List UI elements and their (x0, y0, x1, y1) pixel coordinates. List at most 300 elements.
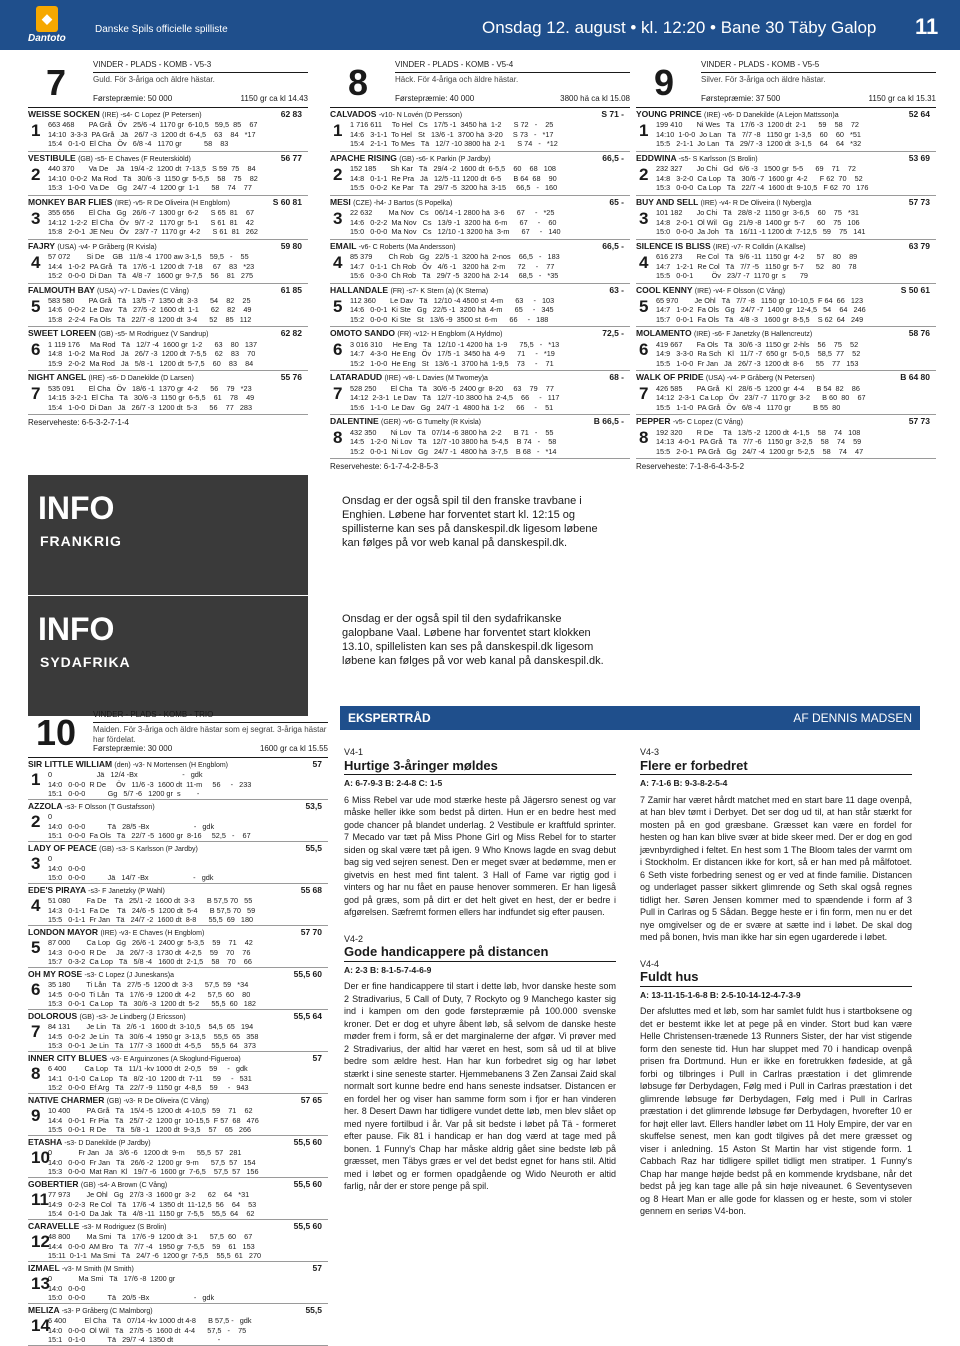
horse-entry (28, 371, 308, 415)
horse-rating: 66,5 - (602, 152, 624, 163)
horse-entry (636, 371, 936, 415)
form-line: 15:0 0-0-0 Jä 14/7 -Bx - gdk (48, 872, 214, 882)
horse-rating: 58 76 (908, 328, 930, 339)
tip-picks: A: 7-1-6 B: 9-3-8-2-5-4 (640, 778, 728, 788)
horse-entry (28, 152, 308, 196)
horse-rating: 57 73 (908, 416, 930, 427)
form-line: 14:5 0-0-2 Je Lin Tä 30/6 -4 1950 gr 3-13,5 55,5 65 358 (48, 1031, 259, 1041)
form-line: 616 273 Re Col Tä 9/6 -11 1150 gr 4-2 57 80 89 (656, 252, 858, 262)
horse-entry (636, 152, 936, 196)
form-line: 432 350 Ni Lov Tä 07/14 -6 3800 hä 2-2 B 71 - 55 (350, 427, 554, 437)
horse-name (330, 416, 630, 427)
race-code: V4-1 (344, 747, 364, 757)
horse-number: 4 (333, 252, 343, 272)
horse-name-text: IZMAEL (28, 1263, 60, 1273)
horse-name-text: SILENCE IS BLISS (636, 240, 711, 251)
horse-rating: 53 69 (908, 152, 930, 163)
expert-author: AF DENNIS MADSEN (793, 711, 912, 725)
horse-name-text: MONKEY BAR FLIES (28, 196, 113, 207)
horse-name-text: ETASHA (28, 1137, 62, 1147)
horse-details: -v6- C Roberts (Ma Andersson) (358, 243, 456, 251)
form-line: 355 656 El Cha Gg 26/6 -7 1300 gr 6-2 S 65 81 67 (48, 208, 255, 218)
horse-entry (28, 196, 308, 240)
horse-name (28, 1179, 328, 1190)
race-code: V4-3 (640, 747, 660, 757)
reserve-horses: Reserveheste: 7-1-8-6-4-3-5-2 (636, 462, 745, 472)
horse-name (28, 1137, 328, 1148)
horse-number: 7 (31, 384, 41, 404)
horse-rating: 56 77 (280, 152, 302, 163)
horse-details: -s3- C Lopez (J Juneskans)a (84, 972, 175, 979)
form-line: 15:3 0-0-1 Ca Lop Tä 30/6 -3 1200 dt 5-2 55,5 60 182 (48, 998, 256, 1008)
horse-number: 8 (639, 428, 649, 448)
race-code: V4-4 (640, 958, 660, 969)
horse-name-text: LONDON MAYOR (28, 927, 99, 937)
horse-number: 3 (31, 208, 41, 228)
horse-name-text: HALLANDALE (330, 284, 389, 295)
form-line: 14:10 3-3-3 PA Grå Jä 26/7 -3 1200 dt 6-4,5 63 84 *17 (48, 129, 256, 139)
horse-name-text: INNER CITY BLUES (28, 1053, 108, 1063)
form-line: 152 185 Sh Kar Tä 29/4 -2 1600 dt 6-5,5 60 68 108 (350, 164, 556, 174)
horse-name (28, 969, 328, 980)
form-line: 14:0 0-0-0 Fr Jan Tä 26/6 -2 1200 gr 9-m 57,5 57 154 (48, 1157, 256, 1167)
tip-title: Hurtige 3-åringer møldes (344, 760, 616, 776)
logo-text: Dantoto (28, 33, 66, 44)
form-line: 0 Jä 12/4 -Bx - gdk (48, 770, 203, 780)
horse-details: (USA) -v4- P Gråberg (N Petersen) (705, 375, 815, 383)
expert-title: EKSPERTRÅD (348, 711, 431, 725)
horse-rating: 62 82 (280, 328, 302, 339)
horse-number: 3 (333, 208, 343, 228)
form-line: 84 131 Je Lin Tä 2/6 -1 1600 dt 3-10,5 54,5 65 194 (48, 1022, 254, 1032)
horse-entry (636, 196, 936, 240)
horse-name-text: SIR LITTLE WILLIAM (28, 759, 113, 769)
horse-name (28, 1221, 328, 1232)
horse-rating: 55 76 (280, 372, 302, 383)
form-line: 6 400 Ca Lop Tä 11/1 -kv 1000 dt 2-0,5 59 - gdk (48, 1064, 248, 1074)
horse-number: 9 (31, 1106, 41, 1125)
horse-name-text: MELIZA (28, 1305, 60, 1315)
horse-name-text: CARAVELLE (28, 1221, 80, 1231)
form-line: 14:6 0-2-2 Ma Nov Cs 13/9 -1 3200 hä 6-m 67 - 60 (350, 217, 557, 227)
horse-name-text: SWEET LOREEN (28, 328, 97, 339)
horse-name (28, 885, 328, 896)
form-line: 14:6 3-1-1 To Hel St 13/6 -1 3700 hä 3-20 S 73 - *17 (350, 129, 554, 139)
horse-entry (28, 1178, 328, 1220)
form-line: 14:0 0-0-0 (48, 1283, 86, 1293)
horse-entry (28, 884, 328, 926)
prize-text: Førstepræmie: 50 000 (93, 94, 173, 103)
form-line: 57 072 Si De GB 11/8 -4 1700 aw 3-1,5 59,5 - 55 (48, 252, 249, 262)
form-line: 6 400 El Cha Tä 07/14 -kv 1000 dt 4-8 B 57,5 - gdk (48, 1316, 252, 1326)
horse-name (636, 153, 936, 164)
form-line: 15:5 2-1-1 Jo Lan Tä 29/7 -3 1200 dt 3-1,5 64 64 *32 (656, 139, 862, 149)
horse-details: -s5- S Karlsson (S Brolin) (678, 155, 758, 163)
horse-name-text: NIGHT ANGEL (28, 372, 87, 383)
horse-name (28, 109, 308, 120)
horse-number: 6 (31, 980, 41, 999)
horse-number: 11 (31, 1190, 49, 1209)
horse-rating: 55,5 (305, 1305, 322, 1315)
horse-name-text: DALENTINE (330, 416, 379, 427)
race-description: Maiden. För 3-åriga och äldre hästar som ej segrat. 3-åriga hästar har fördelat. (93, 725, 327, 744)
horse-rating: 57 (312, 1053, 322, 1063)
form-line: 14:7 1-2-1 Re Col Tä 7/7 -5 1150 gr 5-7 52 80 78 (656, 261, 857, 271)
horse-number: 7 (31, 1022, 41, 1041)
horse-name-text: LATARADUD (330, 372, 383, 383)
logo-icon: ◆ (36, 6, 58, 32)
race-header (330, 56, 630, 108)
horse-rating: 57 (312, 1263, 322, 1273)
form-line: 199 410 Ni Wes Tä 17/6 -3 1200 dt 2-1 59 58 72 (656, 120, 859, 130)
form-line: 15:4 1-0-0 Di Dan Jä 26/7 -3 1200 dt 5-3 56 77 283 (48, 402, 253, 412)
horse-number: 3 (31, 854, 41, 873)
horse-number: 8 (333, 428, 343, 448)
form-line: 87 000 Ca Lop Gg 26/6 -1 2400 gr 5-3,5 59 71 42 (48, 938, 253, 948)
horse-name (636, 241, 936, 252)
horse-details: (GB) -s6- K Parkin (P Jardby) (399, 155, 491, 163)
horse-number: 1 (31, 121, 41, 140)
form-line: 14:0 0-0-0 Tä 28/5 -Bx - gdk (48, 821, 215, 831)
race-type: VINDER - PLADS - KOMB - V5-4 (395, 60, 630, 73)
promo-title: INFO (38, 611, 115, 647)
form-line: 14:4 0-0-0 AM Bro Tä 7/7 -4 1950 gr 7-5,5 59 61 153 (48, 1241, 255, 1251)
race-distance: 3800 hä ca kl 15.08 (560, 94, 630, 103)
form-line: 15:2 1-0-0 He Eng St 13/6 -1 3700 hä 1-9,5 73 - 71 (350, 358, 554, 368)
horse-name-text: BUY AND SELL (636, 196, 699, 207)
horse-number: 5 (31, 938, 41, 957)
promo-subtitle: FRANKRIG (40, 533, 122, 549)
tip-picks: A: 13-11-15-1-6-8 B: 2-5-10-14-12-4-7-3-9 (640, 989, 801, 1000)
race-header (636, 56, 936, 108)
form-line: 15:3 0-0-0 Ca Lop Tä 22/7 -4 1600 dt 9-10,5 F 62 70 176 (656, 183, 869, 193)
horse-name (330, 328, 630, 339)
form-line: 15:7 0-3-2 Ca Lop Tä 5/8 -4 1600 dt 2-1,5 58 70 66 (48, 956, 252, 966)
form-line: 15:4 2-1-1 To Mes Tä 12/7 -10 3800 hä 2-1 S 74 - *12 (350, 139, 558, 149)
form-line: 15:0 0-0-0 Tä 20/5 -Bx - gdk (48, 1292, 215, 1302)
form-line: 15:0 0-0-0 Ja Joh Tä 16/11 -1 1200 dt 7-12,5 59 75 141 (656, 227, 866, 237)
form-line: 14:0 0-0-0 Ol Wil Tä 27/5 -5 1600 dt 4-4 57,5 - 75 (48, 1325, 247, 1335)
race-description: Häck. För 4-åriga och äldre hästar. (395, 75, 519, 84)
horse-details: (GB) -s3- S Karlsson (P Jardby) (99, 846, 198, 853)
form-line: 15:3 1-0-0 Va De Gg 24/7 -4 1200 gr 1-1 58 74 77 (48, 183, 252, 193)
form-line: 48 800 Ma Smi Tä 17/6 -9 1200 dt 3-1 57,5 60 67 (48, 1232, 253, 1242)
form-line: 419 667 Fa Ols Tä 30/6 -3 1150 gr 2-hls 56 75 52 (656, 339, 859, 349)
horse-details: (GB) -s5- E Chaves (F Reuterskiöld) (78, 155, 191, 163)
promo-title: INFO (38, 490, 115, 526)
race-prize (701, 94, 936, 104)
horse-rating: 72,5 - (602, 328, 624, 339)
horse-details: (USA) -v7- L Davies (C Vång) (96, 287, 189, 295)
form-line: 1 119 176 Ma Rod Tä 12/7 -4 1600 gr 1-2 63 80 137 (48, 339, 258, 349)
horse-entry (28, 1262, 328, 1304)
promo-frankrig (28, 475, 308, 595)
promo-text: Onsdag er der også spil til den franske travbane i Enghien. Løbene har forventet start kl. 12:15 og spillisterne kan ses på danskespil.dk ligesom løbene kan følges på vor web kanal på danskespil.dk. (342, 495, 598, 549)
tip-title: Gode handicappere på distancen (344, 946, 616, 962)
horse-name (28, 328, 308, 339)
form-line: 85 379 Ch Rob Gg 22/5 -1 3200 hä 2-nos 66,5 - 183 (350, 252, 560, 262)
race-prize (93, 94, 308, 104)
horse-entry (28, 1052, 328, 1094)
horse-details: (IRE) -s4- C Lopez (P Petersen) (102, 112, 202, 119)
race-number: 10 (35, 712, 77, 753)
horse-details: (IRE) -v8- L Davies (M Twomey)a (384, 375, 488, 383)
form-line: 101 182 Jo Chi Tä 28/8 -2 1150 gr 3-6,5 60 75 *31 (656, 208, 859, 218)
horse-number: 6 (333, 340, 343, 360)
form-line: 15:2 0-0-1 Ni Lov Gg 24/7 -1 4800 hä 3-7,5 B 68 - *14 (350, 446, 557, 456)
form-line: 15:1 0-1-0 Tä 29/7 -4 1350 dt - (48, 1334, 221, 1344)
race-number: 7 (45, 62, 67, 103)
horse-number: 7 (333, 384, 343, 404)
horse-entry (28, 968, 328, 1010)
form-line: 15:1 0-0-0 Fa Ols Tä 22/7 -5 1600 gr 8-16 52,5 - 67 (48, 830, 251, 840)
page-header (0, 0, 960, 50)
horse-number: 5 (639, 296, 649, 316)
race-description: Silver. För 3-åriga och äldre hästar. (701, 75, 826, 84)
horse-rating: 55,5 64 (293, 1011, 322, 1021)
form-line: 15:5 2-0-1 PA Grå Gg 24/7 -4 1200 gr 5-2,5 58 74 47 (656, 446, 864, 456)
form-line: 15:4 0-1-0 Da Jak Tä 4/8 -11 1150 gr 7-5,5 55,5 64 62 (48, 1208, 255, 1218)
form-line: 14:4 0-0-1 Fr Pia Tä 25/7 -2 1200 gr 10-15,5 F 57 68 476 (48, 1115, 259, 1125)
form-line: 426 585 PA Grå Kl 28/6 -5 1200 gr 4-4 B 54 82 86 (656, 383, 860, 393)
horse-name (330, 109, 630, 120)
race-type: VINDER - PLADS - KOMB - V5-5 (701, 60, 936, 73)
horse-number: 12 (31, 1232, 50, 1251)
horse-number: 14 (31, 1316, 50, 1335)
form-line: 15:11 0-1-1 Ma Smi Tä 24/7 -6 1200 gr 7-5,5 55,5 61 270 (48, 1250, 262, 1260)
prize-text: Førstepræmie: 30 000 (93, 744, 173, 753)
tip-picks: A: 6-7-9-3 B: 2-4-8 C: 1-5 (344, 778, 443, 788)
horse-name-text: EDDWINA (636, 152, 677, 163)
promo-sydafrika (28, 596, 308, 716)
form-line: 22 632 Ma Nov Cs 06/14 -1 2800 hä 3-6 67 - *25 (350, 208, 555, 218)
horse-rating: 63 79 (908, 240, 930, 251)
horse-entry (330, 240, 630, 284)
form-line: 65 970 Je Ohl Tä 7/7 -8 1150 gr 10-10,5 F 64 66 123 (656, 295, 864, 305)
horse-rating: 55,5 60 (293, 1179, 322, 1189)
horse-entry (28, 758, 328, 800)
race-prize (93, 744, 328, 754)
form-line: 15:2 0-0-0 Ef Arg Tä 22/7 -9 1150 gr 4-8,5 59 - 943 (48, 1082, 249, 1092)
horse-name-text: FALMOUTH BAY (28, 284, 95, 295)
race-number: 8 (347, 62, 369, 103)
horse-name (28, 1053, 328, 1064)
horse-entry (330, 327, 630, 371)
horse-name (636, 197, 936, 208)
form-line: 15:5 1-0-0 Fr Jan Jä 26/7 -3 1200 dt 8-6 55 77 153 (656, 358, 859, 368)
horse-entry (28, 842, 328, 884)
form-line: 14:15 3-2-1 El Cha Tä 30/6 -3 1150 gr 6-5,5 61 78 49 (48, 393, 255, 403)
horse-details: (GB) -s5- M Rodriguez (V Sandrup) (98, 331, 209, 339)
race-number: 9 (653, 62, 675, 103)
race-code: V4-2 (344, 933, 364, 944)
form-line: 15:3 0-0-1 Je Lin Tä 17/7 -3 1600 dt 4-5,5 55,5 64 373 (48, 1040, 256, 1050)
horse-entry (330, 284, 630, 328)
horse-name-text: FAJRY (28, 240, 55, 251)
form-line: 14:8 3-2-0 Ca Lop Tä 30/6 -7 1600 gr 4-2 F 62 70 52 (656, 173, 863, 183)
prize-text: Førstepræmie: 40 000 (395, 94, 475, 103)
form-line: 14:3 0-0-0 R De Jä 26/7 -3 1730 dt 4-2,5 59 70 76 (48, 947, 251, 957)
horse-name (636, 372, 936, 383)
horse-name-text: EMAIL (330, 240, 357, 251)
horse-name-text: APACHE RISING (330, 152, 397, 163)
horse-entry (330, 371, 630, 415)
horse-name (28, 1011, 328, 1022)
form-line: 35 180 Ti Lån Tä 27/5 -5 1200 dt 3-3 57,5 59 *34 (48, 980, 249, 990)
horse-name-text: WEISSE SOCKEN (28, 109, 100, 119)
form-line: 15:0 0-0-0 Ma Nov Cs 12/10 -1 3200 hä 3-m 67 - 140 (350, 227, 561, 237)
horse-rating: 57 65 (300, 1095, 322, 1105)
horse-details: (CZE) -h4- J Bartos (S Popelka) (353, 199, 453, 207)
form-line: 14:3 0-1-1 Fa De Tä 24/6 -5 1200 dt 5-4 B 57,5 70 59 (48, 905, 256, 915)
horse-rating: S 50 61 (900, 284, 930, 295)
form-line: 0 Ma Smi Tä 17/6 -8 1200 gr (48, 1274, 176, 1284)
horse-name (330, 153, 630, 164)
horse-entry (330, 152, 630, 196)
form-line: 14:12 2-3-1 Ca Lop Öv 23/7 -7 1170 gr 3-2 B 60 80 67 (656, 393, 866, 403)
horse-number: 8 (31, 1064, 41, 1083)
horse-details: -v3- M Smith (M Smith) (61, 1266, 134, 1273)
horse-rating: 55,5 (305, 843, 322, 853)
race-distance: 1150 gr ca kl 14.43 (240, 94, 308, 103)
form-line: 15:3 0-0-0 Mat Ran Kl 19/7 -6 1600 gr 7-6,5 57,5 57 156 (48, 1166, 259, 1176)
horse-rating: 65 - (609, 196, 624, 207)
form-line: 583 580 PA Grå Tä 13/5 -7 1350 dt 3-3 54 82 25 (48, 295, 251, 305)
horse-details: (IRE) -v4- F Olsson (C Vång) (694, 287, 785, 295)
form-line: 15:9 2-0-2 Ma Rod Jä 5/8 -1 1200 dt 5-7,5 60 83 84 (48, 358, 254, 368)
horse-name-text: PEPPER (636, 416, 671, 427)
horse-rating: 55,5 60 (293, 1221, 322, 1231)
horse-details: (GER) -v6- G Tumelty (R Kvisla) (381, 419, 481, 427)
horse-name-text: MESI (330, 196, 351, 207)
horse-rating: 55,5 60 (293, 1137, 322, 1147)
form-line: 15:8 2-0-1 JE Neu Öv 23/7 -7 1170 gr 4-2 S 61 81 262 (48, 227, 258, 237)
form-line: 1 716 611 To Hel Cs 17/5 -1 3450 hä 1-2 S 72 - 25 (350, 120, 554, 130)
race-distance: 1150 gr ca kl 15.31 (868, 94, 936, 103)
horse-number: 2 (31, 164, 41, 184)
race-10 (28, 706, 328, 1346)
horse-name-text: EDE'S PIRAYA (28, 885, 86, 895)
tip-text: 7 Zamir har været hårdt matchet med en start bare 11 dage ovenpå, at han blev tømt i Derbyet. Det ser dog ud til, at han står stærkt for mosten på en god græsbane. Græsset kan være en fordel for hesten og han kan blive svær at bide skeer med. Der er dog en god jævnbyrdighed i feltet. En hest som 1 The Bloom tales der varmt om i Stockholm. Er distancen ikke for kort, så er han med på målfotoet. 6 Seth viste forbedring senest og er ved at finde familie. Distancen og underlaget passer sikkert glimrende og Seth skal også regnes tidligt her. Søren Jensen kommer med to spændende i form af 3 Pull in Carlras og 5 Sådan. Begge heste er i fin form, men nu er det nye omgivelser og de er svære at sætte ind i løbet. De skal dog med på bonen, hvis man ikke har sin egen ugarderede i løbet. (640, 794, 912, 942)
form-line: 14:9 3-3-0 Ra Sch Kl 11/7 -7 650 gr 5-0,5 58,5 77 52 (656, 349, 861, 359)
horse-name (330, 241, 630, 252)
horse-entry (636, 284, 936, 328)
form-line: 15:4 0-1-0 El Cha Öv 6/8 -4 1170 gr 58 83 (48, 139, 229, 149)
form-line: 14:8 1-0-2 Ma Rod Jä 26/7 -3 1200 dt 7-5,5 62 83 70 (48, 349, 256, 359)
horse-entry (28, 1094, 328, 1136)
form-line: 14:4 1-0-2 PA Grå Tä 17/6 -1 1200 dt 7-18 67 83 *23 (48, 261, 255, 271)
horse-details: -s3- F Olsson (T Gustafsson) (64, 804, 155, 811)
horse-number: 1 (639, 121, 649, 140)
horse-details: (den) -v3- N Mortensen (H Engblom) (114, 762, 229, 769)
horse-name-text: WALK OF PRIDE (636, 372, 704, 383)
form-line: 15:5 0-0-1 Öv 23/7 -7 1170 gr s 79 (656, 271, 808, 281)
horse-details: (IRE) -s6- F Janetzky (B Hallencreutz) (693, 331, 813, 339)
form-line: 14:9 0-2-3 Re Col Tä 17/6 -4 1350 dt 11-12,5 56 64 53 (48, 1199, 257, 1209)
race-date: Onsdag 12. august • kl. 12:20 • Bane 30 Täby Galop (482, 18, 877, 37)
form-line: 528 250 El Cha Tä 30/6 -5 2400 gr 8-20 63 79 77 (350, 383, 554, 393)
horse-details: -v10- N Lovén (D Persson) (378, 112, 463, 119)
race-prize (395, 94, 630, 104)
horse-details: (IRE) -v4- R De Oliveira (I Nyberg)a (700, 199, 812, 207)
horse-number: 1 (31, 770, 41, 789)
form-line: 14:7 4-3-0 He Eng Öv 17/5 -1 3450 hä 4-9 71 - *19 (350, 349, 555, 359)
horse-entry (636, 327, 936, 371)
horse-number: 6 (639, 340, 649, 360)
horse-entry (28, 327, 308, 371)
form-line: 15:5 0-0-2 Ke Par Tä 29/7 -5 3200 hä 3-15 66,5 - 160 (350, 183, 558, 193)
horse-number: 3 (639, 208, 649, 228)
horse-number: 2 (333, 164, 343, 184)
horse-rating: 55 68 (300, 885, 322, 895)
horse-number: 2 (31, 812, 41, 831)
horse-entry (28, 1220, 328, 1262)
horse-name (28, 1263, 328, 1274)
expert-column-right (640, 742, 912, 1232)
horse-name (636, 328, 936, 339)
horse-name (28, 1305, 328, 1316)
tip-text: Der er fine handicappere til start i dette løb, hvor danske heste som 2 Stradivarius, 5 Call of Duty, 7 Rockyto og 9 Manchego kaster sig ind i kampen om den gode førstepræmie på 100.000 svenske kroner. Det er dog et uhyre åbent løb, så selvom de danske heste møder frem i form, så er det marginalerne der afgør. Vi prøver med 2 Stradivarius, der altid har været en hest, som så ud til at blive bedre som ældre hest. Han har kun forbedret sig og har løbet stærkt i sine seneste starter. Hjemmebanens 3 Zen Zansai Zaid skal normalt sort kunne bedre end hans seneste indsatser. Distancen er en fordel her og viser han samme form som i fjor er han vinderen her. 8 Desert Dawn har tidligere vundet dette løb, men blev slået op med nyere fortilbud i år. Var på sit bedste i løbet på Tä - formeret efter pause. Fik 81 i handicap er han dog værd at tage med på bonen. 1 Funny's Chap har måske aldrig gået sine bedste løb på græsset, men Täbys græs er vel det bedst egnet for hans stil. Altid med i løbet og er formen opadgående og Wido Neuroth er altid farlig, når der er store penge på spil. (344, 981, 616, 1191)
horse-name (28, 372, 308, 383)
horse-number: 5 (31, 296, 41, 316)
race-header (28, 706, 328, 758)
horse-number: 4 (31, 896, 41, 915)
form-line: 232 327 Jo Chi Gd 6/6 -3 1500 gr 5-5 69 71 72 (656, 164, 856, 174)
horse-name (636, 416, 936, 427)
form-line: 14:8 2-0-1 Ol Wil Gg 21/9 -8 1400 gr 5-7 60 75 106 (656, 217, 860, 227)
form-line: 15:2 0-0-0 Ki Ste St 13/6 -9 3500 st 6-m 66 - 188 (350, 314, 549, 324)
horse-entry (28, 108, 308, 152)
horse-name-text: NATIVE CHARMER (28, 1095, 105, 1105)
horse-number: 5 (333, 296, 343, 316)
form-line: 51 080 Fa De Tä 25/1 -2 1600 dt 3-3 B 57,5 70 55 (48, 896, 253, 906)
form-line: 663 468 PA Grå Öv 25/6 -4 1170 gr 6-10,5 59,5 85 67 (48, 120, 258, 130)
horse-details: -s3- P Gråberg (C Malmborg) (61, 1308, 153, 1315)
form-line: 14:0 0-0-0 (48, 863, 86, 873)
horse-rating: 57 (312, 759, 322, 769)
horse-name-text: OMOTO SANDO (330, 328, 396, 339)
horse-name-text: VESTIBULE (28, 152, 76, 163)
race-distance: 1600 gr ca kl 15.55 (259, 744, 328, 753)
form-line: 14:7 0-1-1 Ch Rob Öv 4/6 -1 3200 hä 2-m 72 - 77 (350, 261, 555, 271)
horse-details: (IRE) -v3- E Chaves (H Engblom) (100, 930, 205, 937)
horse-rating: 63 - (609, 284, 624, 295)
horse-number: 1 (333, 121, 343, 140)
horse-details: (GB) -s3- Je Lindberg (J Ericsson) (79, 1014, 186, 1021)
horse-number: 4 (639, 252, 649, 272)
reserve-horses: Reserveheste: 6-5-3-2-7-1-4 (28, 418, 129, 428)
horse-rating: 62 83 (280, 109, 302, 119)
horse-number: 7 (639, 384, 649, 404)
horse-entry (636, 108, 936, 152)
form-line: 15:1 0-0-0 Gg 5/7 -6 1200 gr s - (48, 788, 200, 798)
horse-details: -s3- M Rodriguez (S Brolin) (81, 1224, 167, 1231)
reserve-horses: Reserveheste: 6-1-7-4-2-8-5-3 (330, 462, 439, 472)
race-8 (330, 56, 630, 472)
dantoto-logo (28, 6, 72, 44)
horse-details: (GB) -s4- A Brown (C Vång) (80, 1182, 168, 1189)
horse-name-text: GOBERTIER (28, 1179, 79, 1189)
horse-name-text: MOLAMENTO (636, 328, 692, 339)
form-line: 14:6 0-0-2 Le Dav Tä 27/5 -2 1600 dt 1-1 62 82 49 (48, 305, 252, 315)
horse-details: (IRE) -v6- D Danekilde (A Lejon Mattsson)a (704, 112, 839, 119)
horse-name (28, 759, 328, 770)
form-line: 440 370 Va De Jä 19/4 -2 1200 dt 7-13,5 S 59 75 84 (48, 164, 256, 174)
tip-title: Fuldt hus (640, 971, 912, 987)
horse-name (28, 843, 328, 854)
horse-name (28, 927, 328, 938)
horse-details: (FR) -v12- H Engblom (A Hyldmo) (397, 331, 503, 339)
